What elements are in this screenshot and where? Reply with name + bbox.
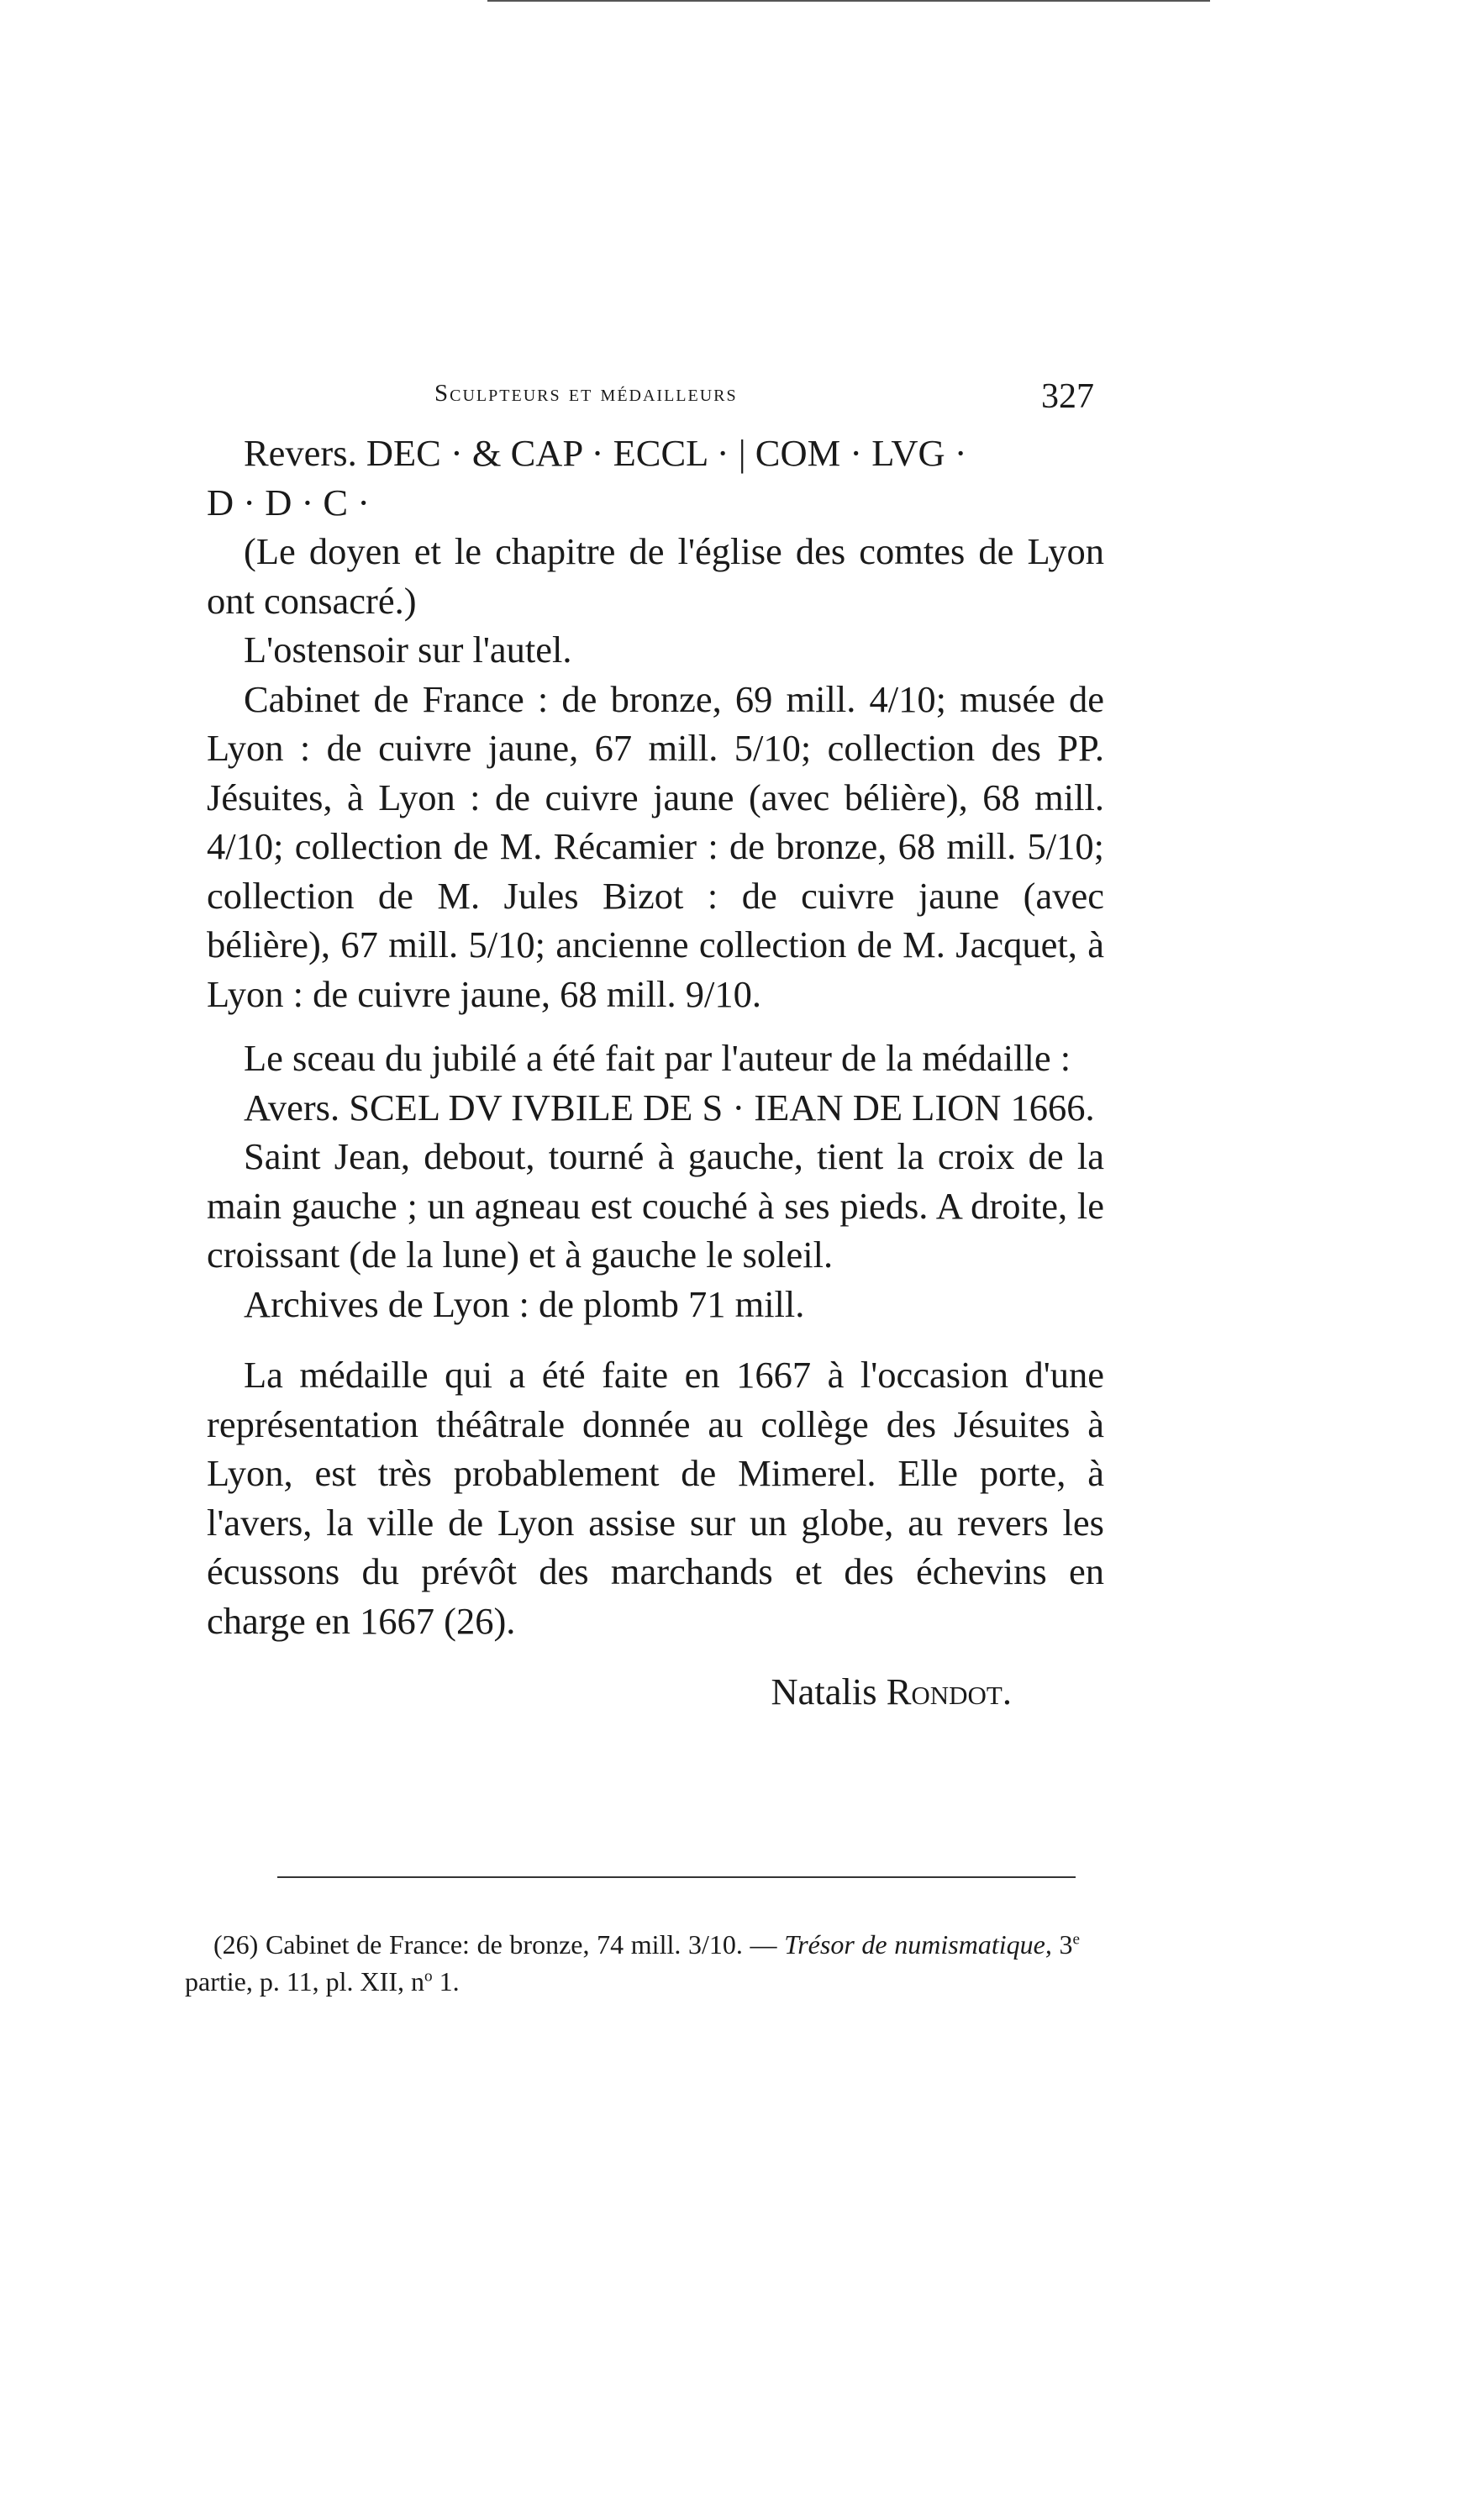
footnote-26 <box>185 1926 1080 2000</box>
collections-paragraph: Cabinet de France : de bronze, 69 mill. 4/10; musée de Lyon : de cuivre jaune, 67 mill. 5/10; collection des PP. Jésuites, à Lyon : de cuivre jaune (avec bélière), 68 mill. 4/10; collection de M. Récamier : de bronze, 68 mill. 5/10; collection de M. Jules Bizot : de cuivre jaune (avec bélière), 67 mill. 5/10; ancienne collection de M. Jacquet, à Lyon : de cuivre jaune, 68 mill. 9/10. <box>207 677 1104 1015</box>
footnotes <box>185 1926 1080 2000</box>
footnote-text-2a: 3 <box>1051 1929 1073 1960</box>
top-page-rule <box>487 0 1210 2</box>
revers-line-2: D · D · C · <box>207 481 371 523</box>
footnote-text-1: (26) Cabinet de France: de bronze, 74 mill. 3/10. — <box>213 1929 785 1960</box>
footnote-title: Trésor de numismatique, <box>784 1929 1052 1960</box>
sceau-paragraph: Le sceau du jubilé a été fait par l'auteur de la médaille : <box>244 1037 1071 1079</box>
author-signature <box>207 1667 1104 1717</box>
running-head: Sculpteurs et médailleurs <box>434 380 738 407</box>
medaille-1667-paragraph: La médaille qui a été faite en 1667 à l'occasion d'une représentation théâtrale donnée au collège des Jésuites à Lyon, est très probablement de Mimerel. Elle porte, à l'avers, la ville de Lyon assise sur un globe, au revers les écussons du prévôt des marchands et des échevins en charge en 1667 (26). <box>207 1354 1104 1642</box>
saint-jean-description: Saint Jean, debout, tourné à gauche, tient la croix de la main gauche ; un agneau est couché à ses pieds. A droite, le croissant (de la lune) et à gauche le soleil. <box>207 1135 1104 1276</box>
main-text <box>207 429 1104 1717</box>
page-number: 327 <box>1041 377 1094 416</box>
revers-translation: (Le doyen et le chapitre de l'église des comtes de Lyon ont consacré.) <box>207 530 1104 622</box>
archives-paragraph: Archives de Lyon : de plomb 71 mill. <box>244 1282 805 1325</box>
footnote-text-2b: partie, p. 11, pl. XII, n <box>185 1966 424 1997</box>
revers-line-1: Revers. DEC · & CAP · ECCL · | COM · LVG · <box>244 432 967 474</box>
ostensoir-description: L'ostensoir sur l'autel. <box>244 629 572 671</box>
avers-legend: Avers. SCEL DV IVBILE DE S · IEAN DE LION 1666. <box>244 1086 1095 1128</box>
page-header <box>203 376 1111 427</box>
signature-last-name: Rondot. <box>886 1670 1012 1712</box>
footnote-separator <box>277 1876 1076 1878</box>
signature-first-name: Natalis <box>771 1670 877 1712</box>
footnote-text-2c: 1. <box>432 1966 460 1997</box>
footnote-sup-e: e <box>1072 1930 1081 1949</box>
footnote-sup-o: o <box>424 1967 433 1986</box>
